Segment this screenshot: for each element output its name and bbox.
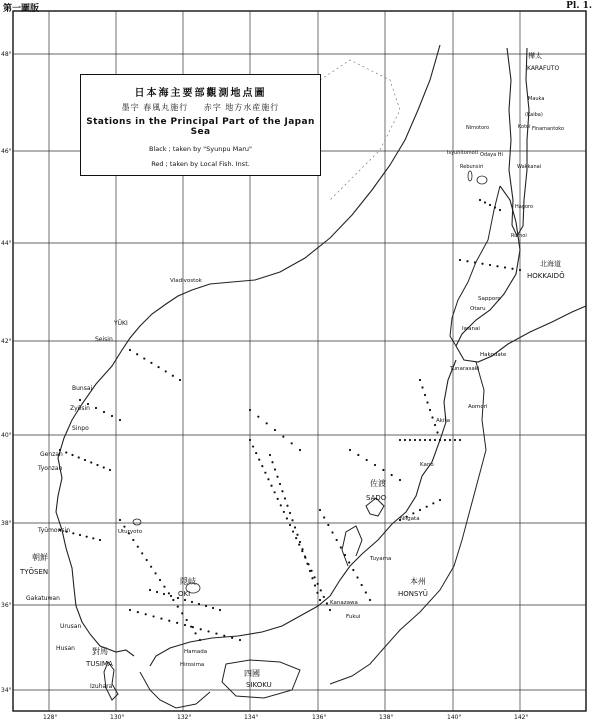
longitude-label: 128°	[43, 714, 58, 721]
station-marker	[137, 546, 139, 548]
station-marker	[436, 431, 438, 433]
station-marker	[252, 445, 254, 447]
station-marker	[280, 504, 282, 506]
place-label-hokkaido-jp: 北海道	[540, 260, 561, 268]
station-marker	[284, 497, 286, 499]
place-label-wakkanai: Wakkanai	[517, 164, 542, 170]
station-marker	[336, 539, 338, 541]
station-marker	[309, 570, 311, 572]
station-marker	[184, 599, 186, 601]
longitude-label: 130°	[110, 714, 125, 721]
station-marker	[249, 409, 251, 411]
station-marker	[172, 375, 174, 377]
station-marker	[119, 419, 121, 421]
legend-black-note: Black ; taken by "Syunpu Maru"	[148, 145, 253, 153]
station-marker	[170, 595, 172, 597]
station-marker	[299, 449, 301, 451]
place-label-aomori: Aomori	[468, 404, 488, 410]
station-marker	[434, 424, 436, 426]
station-marker	[494, 206, 496, 208]
utsuryo-island	[133, 519, 141, 525]
station-marker	[434, 439, 436, 441]
station-marker	[349, 449, 351, 451]
station-marker	[366, 459, 368, 461]
station-marker	[258, 459, 260, 461]
place-label-husan: Husan	[56, 645, 75, 652]
station-marker	[163, 593, 165, 595]
station-marker	[348, 561, 350, 563]
station-marker	[274, 491, 276, 493]
station-marker	[426, 506, 428, 508]
station-marker	[317, 583, 319, 585]
station-marker	[361, 584, 363, 586]
station-marker	[99, 539, 101, 541]
station-marker	[200, 628, 202, 630]
station-marker	[78, 456, 80, 458]
station-marker	[499, 209, 501, 211]
place-label-sado-jp: 佐渡	[370, 479, 386, 488]
station-marker	[146, 559, 148, 561]
station-marker	[249, 439, 251, 441]
station-marker	[323, 596, 325, 598]
station-marker	[344, 554, 346, 556]
noto-peninsula	[342, 526, 362, 566]
station-marker	[279, 483, 281, 485]
longitude-label: 138°	[379, 714, 394, 721]
place-label-rumoi: Rumoi	[511, 233, 527, 239]
station-marker	[282, 436, 284, 438]
longitude-label: 132°	[177, 714, 192, 721]
station-marker	[314, 584, 316, 586]
station-marker	[136, 353, 138, 355]
station-marker	[261, 465, 263, 467]
place-label-otaru: Otaru	[470, 306, 486, 312]
station-marker	[129, 349, 131, 351]
station-marker	[419, 379, 421, 381]
place-label-honsyu: HONSYŪ	[398, 590, 428, 598]
station-marker	[466, 260, 468, 262]
station-marker	[137, 611, 139, 613]
station-marker	[274, 468, 276, 470]
latitude-labels	[1, 51, 12, 694]
station-marker	[269, 454, 271, 456]
station-marker	[266, 422, 268, 424]
latitude-label: 44°	[1, 240, 12, 247]
station-marker	[419, 509, 421, 511]
station-marker	[424, 394, 426, 396]
station-marker	[481, 263, 483, 265]
place-label-seisin: Seisin	[95, 336, 113, 343]
place-label-finamantoko: Finamantoko	[532, 126, 565, 132]
place-label-hokkaido: HOKKAIDŌ	[527, 272, 565, 280]
station-marker	[496, 265, 498, 267]
latitude-label: 48°	[1, 51, 12, 58]
station-marker	[295, 537, 297, 539]
place-label-bunsai: Bunsai	[72, 385, 93, 392]
station-marker	[172, 599, 174, 601]
station-marker	[432, 502, 434, 504]
station-marker	[160, 617, 162, 619]
risiri-island	[477, 176, 487, 184]
latitude-label: 38°	[1, 520, 12, 527]
station-marker	[311, 577, 313, 579]
place-label-hamada: Hamada	[184, 649, 208, 655]
station-marker	[357, 454, 359, 456]
station-marker	[519, 269, 521, 271]
latitude-label: 46°	[1, 148, 12, 155]
station-marker	[426, 401, 428, 403]
legend-red-jp: 赤字 地方水産施行	[203, 103, 280, 112]
station-marker	[365, 591, 367, 593]
station-marker	[414, 439, 416, 441]
place-label-kaiba: (Kaiba)	[525, 112, 543, 118]
station-marker	[459, 259, 461, 261]
station-marker	[184, 624, 186, 626]
plate-number: Pl. 1.	[566, 1, 592, 11]
place-label-tyosen-jp: 朝鮮	[32, 553, 48, 562]
station-marker	[331, 531, 333, 533]
station-marker	[181, 612, 183, 614]
station-marker	[289, 524, 291, 526]
station-marker	[109, 469, 111, 471]
place-label-oki: OKI	[178, 590, 191, 598]
place-label-izuhara: Izuhara	[90, 683, 113, 690]
station-marker	[270, 485, 272, 487]
station-marker	[316, 592, 318, 594]
station-marker	[449, 439, 451, 441]
station-marker	[319, 599, 321, 601]
station-marker	[92, 537, 94, 539]
station-marker	[431, 416, 433, 418]
station-marker	[444, 439, 446, 441]
depth-contour	[320, 60, 400, 200]
station-marker	[404, 439, 406, 441]
honsyu-coast	[150, 360, 456, 666]
station-marker	[374, 464, 376, 466]
station-marker	[129, 609, 131, 611]
map-legend	[80, 74, 321, 176]
station-marker	[286, 505, 288, 507]
place-label-sikoku-jp: 四國	[244, 669, 260, 678]
place-label-sikoku: SIKOKU	[246, 681, 272, 689]
station-marker	[289, 512, 291, 514]
station-marker	[255, 452, 257, 454]
station-marker	[103, 411, 105, 413]
station-marker	[149, 589, 151, 591]
station-marker	[329, 609, 331, 611]
station-marker	[150, 362, 152, 364]
place-label-kano: Kano	[420, 462, 434, 468]
station-marker	[165, 370, 167, 372]
station-marker	[271, 461, 273, 463]
station-marker	[283, 511, 285, 513]
station-marker	[145, 613, 147, 615]
place-label-odayahi: Odaya Hi	[480, 152, 503, 158]
station-marker	[212, 607, 214, 609]
station-marker	[489, 264, 491, 266]
station-marker	[484, 201, 486, 203]
station-marker	[143, 357, 145, 359]
station-marker	[274, 429, 276, 431]
place-label-zyosin: Zyōsin	[70, 405, 90, 412]
station-marker	[96, 464, 98, 466]
station-marker	[314, 576, 316, 578]
station-marker	[454, 439, 456, 441]
station-marker	[231, 637, 233, 639]
station-marker	[267, 478, 269, 480]
legend-subtitle-jp	[81, 102, 320, 113]
place-label-genzan: Genzan	[40, 451, 63, 458]
latitude-label: 36°	[1, 602, 12, 609]
station-marker	[168, 620, 170, 622]
station-marker	[489, 204, 491, 206]
station-marker	[340, 546, 342, 548]
station-marker	[192, 626, 194, 628]
place-label-mauka: Mauka	[528, 96, 545, 102]
place-label-iwanai: Iwanai	[462, 326, 480, 332]
station-marker	[186, 619, 188, 621]
station-marker	[323, 516, 325, 518]
station-marker	[352, 569, 354, 571]
station-marker	[439, 439, 441, 441]
station-marker	[205, 605, 207, 607]
station-marker	[424, 439, 426, 441]
place-label-urusan: Urusan	[60, 623, 82, 630]
station-marker	[399, 439, 401, 441]
station-marker	[299, 541, 301, 543]
station-marker	[412, 512, 414, 514]
station-marker	[159, 579, 161, 581]
place-label-tyosen: TYŌSEN	[20, 568, 49, 576]
place-label-kotoi: Kotoi	[518, 124, 531, 130]
station-marker	[459, 439, 461, 441]
station-marker	[419, 439, 421, 441]
station-marker	[219, 609, 221, 611]
station-marker	[439, 499, 441, 501]
station-marker	[141, 552, 143, 554]
place-label-hagoro: Hagoro	[515, 204, 534, 210]
station-marker	[123, 526, 125, 528]
station-marker	[301, 548, 303, 550]
station-marker	[304, 555, 306, 557]
station-marker	[511, 268, 513, 270]
place-label-tusima-jp: 對馬	[92, 647, 108, 656]
station-marker	[72, 532, 74, 534]
station-marker	[103, 466, 105, 468]
station-marker	[399, 479, 401, 481]
station-marker	[154, 572, 156, 574]
station-marker	[421, 386, 423, 388]
hokkaido-west-coast	[450, 186, 500, 346]
legend-title-jp: 日本海主要部觀測地点圖	[134, 88, 267, 99]
rebun-island	[468, 171, 472, 181]
station-marker	[207, 630, 209, 632]
place-label-tyumonsin: Tyūmonsin	[38, 527, 70, 534]
latitude-label: 40°	[1, 432, 12, 439]
station-marker	[150, 566, 152, 568]
station-marker	[369, 599, 371, 601]
station-marker	[429, 439, 431, 441]
place-label-kanazawa: Kanazawa	[330, 600, 358, 606]
place-label-tunarasaki: Tunarasaki	[450, 366, 480, 372]
place-label-sapporo: Sapporo	[478, 296, 501, 302]
station-marker	[79, 534, 81, 536]
station-marker	[191, 601, 193, 603]
station-marker	[179, 379, 181, 381]
station-marker	[327, 524, 329, 526]
station-marker	[429, 409, 431, 411]
station-marker	[356, 576, 358, 578]
legend-black-jp: 墨字 春風丸施行	[121, 103, 189, 112]
place-label-tyonzan: Tyonzan	[38, 465, 63, 472]
longitude-label: 140°	[447, 714, 462, 721]
station-marker	[132, 539, 134, 541]
place-label-oki-jp: 隠岐	[180, 577, 196, 586]
longitude-label: 134°	[244, 714, 259, 721]
place-label-nimotoro: Nimotoro	[466, 125, 490, 131]
station-marker	[223, 635, 225, 637]
station-marker	[296, 534, 298, 536]
station-marker	[199, 639, 201, 641]
place-label-karafuto-jp: 樺太	[528, 52, 542, 60]
station-marker	[294, 526, 296, 528]
station-marker	[71, 454, 73, 456]
station-marker	[90, 461, 92, 463]
station-marker	[157, 366, 159, 368]
station-marker	[291, 519, 293, 521]
station-marker	[276, 476, 278, 478]
station-marker	[152, 615, 154, 617]
place-label-sado: SADO	[366, 494, 387, 502]
longitude-label: 142°	[514, 714, 529, 721]
station-marker	[474, 261, 476, 263]
place-label-rebunsiri: Rebunsiri	[460, 164, 484, 170]
station-marker	[306, 563, 308, 565]
place-label-isyuhitomoti: Isyuhitomoti	[447, 150, 479, 156]
station-marker	[320, 589, 322, 591]
place-label-karafuto: KARAFUTO	[527, 65, 560, 72]
place-label-akita: Akita	[436, 418, 451, 424]
station-marker	[286, 517, 288, 519]
longitude-labels	[43, 714, 528, 721]
station-marker	[176, 622, 178, 624]
place-label-hakodate: Hakodate	[480, 352, 507, 358]
station-marker	[479, 199, 481, 201]
station-marker	[95, 407, 97, 409]
station-marker	[84, 459, 86, 461]
station-marker	[409, 439, 411, 441]
station-markers	[59, 199, 521, 641]
station-marker	[198, 603, 200, 605]
station-marker	[281, 490, 283, 492]
place-label-honsyu-jp: 本州	[410, 577, 426, 586]
station-marker	[86, 536, 88, 538]
station-marker	[319, 509, 321, 511]
hokkaido-coast	[456, 186, 586, 362]
latitude-label: 42°	[1, 338, 12, 345]
place-label-uturyoto: Uturyoto	[118, 529, 143, 535]
legend-title-en: Stations in the Principal Part of the Japan Sea	[86, 117, 315, 137]
station-marker	[291, 442, 293, 444]
sikoku-coast	[222, 660, 300, 698]
station-marker	[111, 415, 113, 417]
longitude-label: 136°	[312, 714, 327, 721]
station-marker	[264, 472, 266, 474]
legend-red-note: Red ; taken by Local Fish. Inst.	[151, 160, 250, 168]
station-marker	[215, 632, 217, 634]
station-marker	[326, 602, 328, 604]
station-marker	[292, 530, 294, 532]
station-marker	[382, 469, 384, 471]
place-label-niigata: Niigata	[400, 516, 420, 522]
station-marker	[257, 416, 259, 418]
place-label-vladivostok: Vladivostok	[170, 278, 202, 284]
place-label-fukui: Fukui	[346, 614, 361, 620]
place-label-tusima: TUSIMA	[86, 660, 113, 668]
station-marker	[168, 592, 170, 594]
place-label-yuki: YŪKI	[114, 320, 128, 327]
station-marker	[177, 606, 179, 608]
station-marker	[239, 639, 241, 641]
place-label-tuyama: Tuyama	[370, 556, 392, 562]
place-label-gakatuwan: Gakatuwan	[26, 595, 60, 602]
station-marker	[194, 632, 196, 634]
station-marker	[79, 399, 81, 401]
station-marker	[65, 451, 67, 453]
station-marker	[277, 498, 279, 500]
station-marker	[156, 591, 158, 593]
plate-label: 第一圖版	[3, 4, 40, 14]
station-marker	[298, 544, 300, 546]
place-label-sinpo: Sinpo	[72, 425, 89, 432]
station-marker	[301, 550, 303, 552]
latitude-label: 34°	[1, 687, 12, 694]
station-marker	[119, 519, 121, 521]
station-marker	[504, 266, 506, 268]
station-marker	[391, 474, 393, 476]
station-marker	[163, 586, 165, 588]
place-label-hirosima: Hirosima	[180, 662, 205, 668]
